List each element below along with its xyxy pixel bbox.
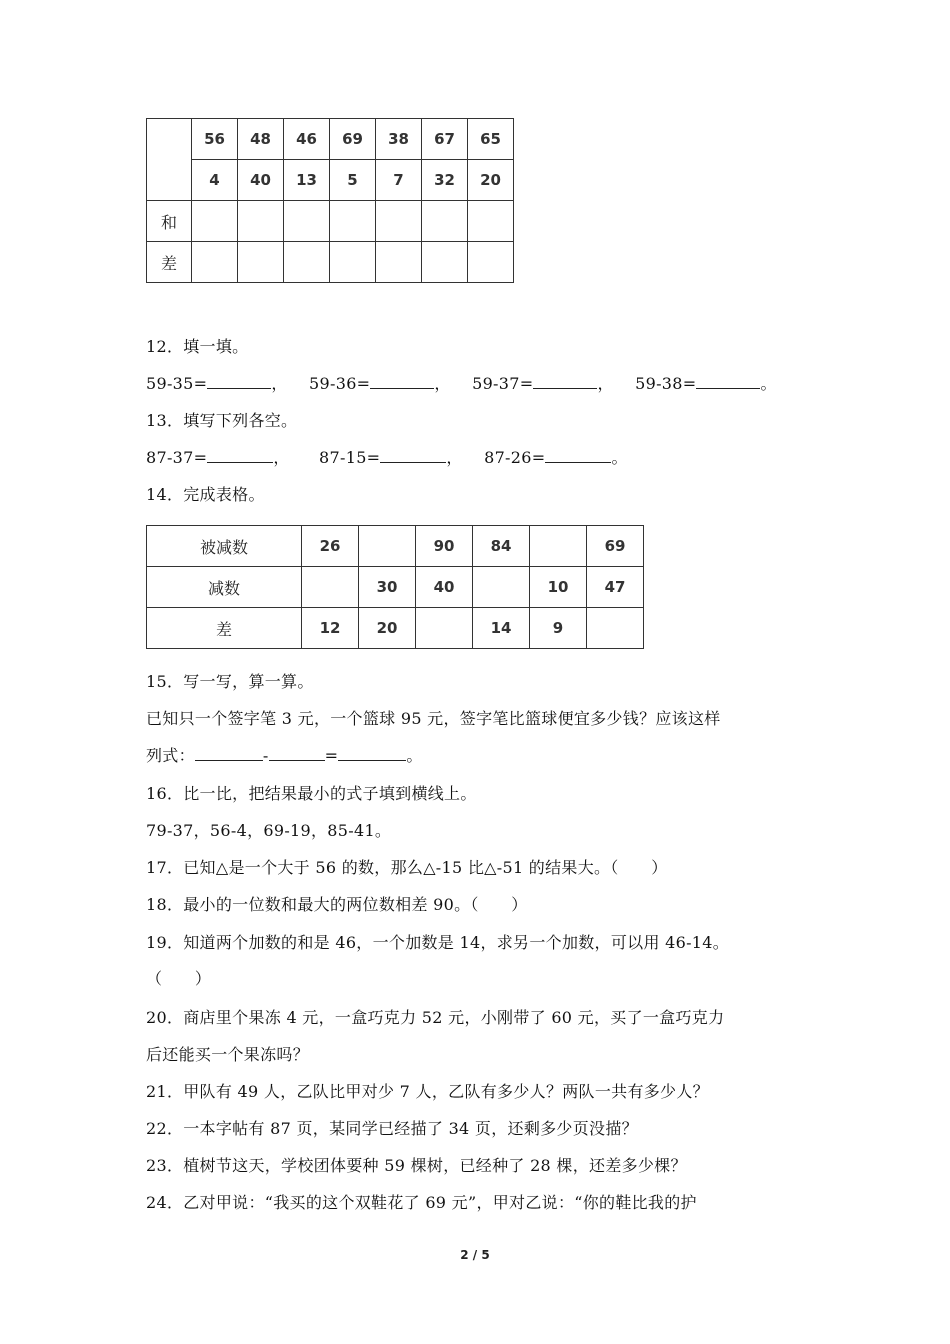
- question-23: 23．植树节这天，学校团体要种 59 棵树，已经种了 28 棵，还差多少棵？: [146, 1156, 687, 1175]
- table-cell: 47: [587, 567, 644, 608]
- row-label-sum: 和: [147, 201, 192, 242]
- table-cell: 7: [376, 160, 422, 201]
- row-label-subtrahend: 减数: [147, 567, 302, 608]
- answer-blank[interactable]: [545, 448, 611, 463]
- equation: 59-35=: [146, 374, 208, 393]
- answer-blank[interactable]: [338, 746, 406, 761]
- sum-difference-table: [146, 118, 514, 283]
- empty-cell[interactable]: [284, 242, 330, 283]
- table-cell: 10: [530, 567, 587, 608]
- empty-cell[interactable]: [359, 526, 416, 567]
- table-cell: 12: [302, 608, 359, 649]
- table-cell: 20: [359, 608, 416, 649]
- answer-blank[interactable]: [533, 374, 597, 389]
- table-corner-cell: [147, 119, 192, 201]
- empty-cell[interactable]: [192, 201, 238, 242]
- question-16-expressions: 79-37，56-4，69-19，85-41。: [146, 821, 392, 840]
- question-13-line: 87-37= ， 87-15= ， 87-26= 。: [146, 448, 628, 467]
- empty-cell[interactable]: [284, 201, 330, 242]
- table-cell: 69: [330, 119, 376, 160]
- table-cell: 13: [284, 160, 330, 201]
- equation: 87-26=: [484, 448, 546, 467]
- empty-cell[interactable]: [468, 242, 514, 283]
- empty-cell[interactable]: [376, 242, 422, 283]
- answer-blank[interactable]: [207, 374, 271, 389]
- empty-cell[interactable]: [238, 201, 284, 242]
- table-cell: 14: [473, 608, 530, 649]
- table-cell: 40: [416, 567, 473, 608]
- question-22: 22．一本字帖有 87 页，某同学已经描了 34 页，还剩多少页没描？: [146, 1119, 638, 1138]
- row-label-minuend: 被减数: [147, 526, 302, 567]
- empty-cell[interactable]: [330, 201, 376, 242]
- table-cell: 30: [359, 567, 416, 608]
- question-15-title: 15．写一写，算一算。: [146, 672, 314, 691]
- question-20-line1: 20．商店里个果冻 4 元，一盒巧克力 52 元，小刚带了 60 元，买了一盒巧克力: [146, 1008, 725, 1027]
- equation: 87-37=: [146, 448, 208, 467]
- table-cell: 69: [587, 526, 644, 567]
- empty-cell[interactable]: [587, 608, 644, 649]
- equation: 59-37=: [472, 374, 534, 393]
- table-cell: 26: [302, 526, 359, 567]
- subtraction-table: [146, 525, 644, 649]
- equation: 87-15=: [319, 448, 381, 467]
- empty-cell[interactable]: [238, 242, 284, 283]
- table-cell: 67: [422, 119, 468, 160]
- empty-cell[interactable]: [473, 567, 530, 608]
- question-16-title: 16．比一比，把结果最小的式子填到横线上。: [146, 784, 477, 803]
- question-19-line1: 19．知道两个加数的和是 46，一个加数是 14，求另一个加数，可以用 46-14。: [146, 933, 730, 952]
- table-cell: 5: [330, 160, 376, 201]
- table-cell: 20: [468, 160, 514, 201]
- answer-blank[interactable]: [207, 448, 273, 463]
- empty-cell[interactable]: [530, 526, 587, 567]
- question-19-line2: （ ）: [146, 969, 212, 988]
- table-cell: 56: [192, 119, 238, 160]
- question-13-title: 13．填写下列各空。: [146, 411, 298, 430]
- question-15-formula: 列式： - = 。: [146, 746, 423, 765]
- question-21: 21．甲队有 49 人，乙队比甲对少 7 人，乙队有多少人？两队一共有多少人？: [146, 1082, 709, 1101]
- table-cell: 90: [416, 526, 473, 567]
- question-17: 17．已知△是一个大于 56 的数，那么△-15 比△-51 的结果大。（ ）: [146, 858, 668, 877]
- empty-cell[interactable]: [302, 567, 359, 608]
- question-14-title: 14．完成表格。: [146, 485, 265, 504]
- question-12-line: 59-35= ， 59-36= ， 59-37= ， 59-38= 。: [146, 374, 777, 393]
- empty-cell[interactable]: [422, 242, 468, 283]
- question-18: 18．最小的一位数和最大的两位数相差 90。（ ）: [146, 895, 528, 914]
- answer-blank[interactable]: [195, 746, 263, 761]
- question-24: 24．乙对甲说：“我买的这个双鞋花了 69 元”，甲对乙说：“你的鞋比我的护: [146, 1193, 697, 1212]
- table-cell: 9: [530, 608, 587, 649]
- page-number: 2 / 5: [460, 1248, 490, 1262]
- empty-cell[interactable]: [376, 201, 422, 242]
- answer-blank[interactable]: [269, 746, 325, 761]
- empty-cell[interactable]: [422, 201, 468, 242]
- equation: 59-36=: [309, 374, 371, 393]
- equation: 59-38=: [635, 374, 697, 393]
- empty-cell[interactable]: [416, 608, 473, 649]
- row-label-difference: 差: [147, 242, 192, 283]
- table-cell: 65: [468, 119, 514, 160]
- table-cell: 46: [284, 119, 330, 160]
- empty-cell[interactable]: [330, 242, 376, 283]
- table-cell: 32: [422, 160, 468, 201]
- table-cell: 40: [238, 160, 284, 201]
- table-cell: 4: [192, 160, 238, 201]
- empty-cell[interactable]: [468, 201, 514, 242]
- table-cell: 48: [238, 119, 284, 160]
- question-20-line2: 后还能买一个果冻吗？: [146, 1045, 310, 1064]
- empty-cell[interactable]: [192, 242, 238, 283]
- answer-blank[interactable]: [696, 374, 760, 389]
- question-12-title: 12．填一填。: [146, 337, 249, 356]
- table-cell: 38: [376, 119, 422, 160]
- question-15-text: 已知只一个签字笔 3 元，一个篮球 95 元，签字笔比篮球便宜多少钱？应该这样: [146, 709, 721, 728]
- row-label-difference: 差: [147, 608, 302, 649]
- table-cell: 84: [473, 526, 530, 567]
- answer-blank[interactable]: [370, 374, 434, 389]
- answer-blank[interactable]: [380, 448, 446, 463]
